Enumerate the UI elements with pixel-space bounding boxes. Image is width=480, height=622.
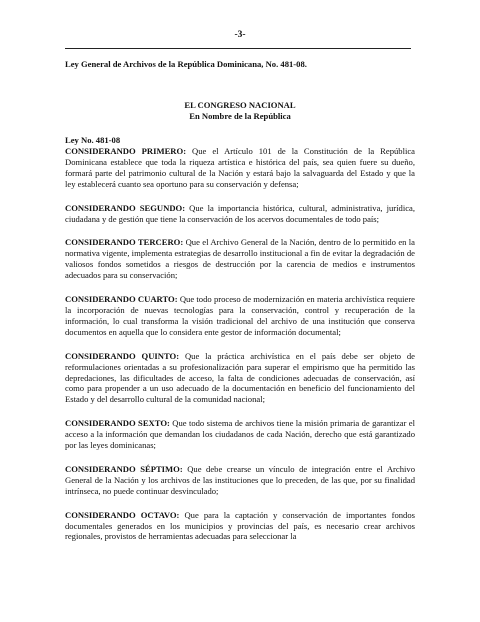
considerando-7 bbox=[65, 464, 415, 497]
congress-heading bbox=[65, 100, 415, 122]
considerando-lead: CONSIDERANDO CUARTO: bbox=[65, 294, 178, 305]
considerando-text: Que la importancia histórica, cultural, administrativa, jurídica, ciudadana y de gestión que tiene la conservación de los acervos documentales de todo país; bbox=[65, 202, 415, 224]
considerando-2 bbox=[65, 203, 415, 225]
in-name-title: En Nombre de la República bbox=[189, 111, 291, 121]
considerando-8 bbox=[65, 510, 415, 543]
considerando-3 bbox=[65, 237, 415, 281]
considerando-lead: CONSIDERANDO OCTAVO: bbox=[65, 509, 180, 520]
considerando-lead: CONSIDERANDO SÉPTIMO: bbox=[65, 463, 183, 474]
considerando-lead: CONSIDERANDO SEGUNDO: bbox=[65, 202, 186, 213]
page-number: -3- bbox=[234, 30, 246, 40]
congress-title: EL CONGRESO NACIONAL bbox=[184, 100, 296, 110]
law-header-title: Ley General de Archivos de la República Dominicana, No. 481-08. bbox=[65, 59, 307, 69]
considerando-4 bbox=[65, 294, 415, 338]
considerando-text: Que el Archivo General de la Nación, dentro de lo permitido en la normativa vigente, implementa estrategias de desarrollo institucional a fin de evitar la degradación de valiosos fondos sometidos a riesgos de destrucción por la carencia de medios e instrumentos adecuados para su conservación; bbox=[65, 237, 415, 281]
header-rule bbox=[65, 48, 411, 49]
considerando-5 bbox=[65, 351, 415, 406]
considerando-1 bbox=[65, 146, 415, 190]
considerando-text: Que para la captación y conservación de importantes fondos documentales generados en los municipios y provincias del país, es necesario crear archivos regionales, provistos de herramientas adecuadas para seleccionar la bbox=[65, 509, 415, 542]
considerando-lead: CONSIDERANDO TERCERO: bbox=[65, 237, 184, 248]
considerando-lead: CONSIDERANDO QUINTO: bbox=[65, 350, 180, 361]
considerando-text: Que todo proceso de modernización en materia archivística requiere la incorporación de nuevas tecnologías para la conservación, control y recuperación de la información, lo cual transforma la visión tradicional del archivo de una institución que conserva documentos en aquella que lo considera ente gestor de información documental; bbox=[65, 294, 415, 337]
considerando-text: Que la práctica archivística en el país debe ser objeto de reformulaciones orientadas a su profesionalización para superar el empirismo que ha permitido las depredaciones, las dificultades de acceso, la falta de condiciones adecuadas de conservación, así como para propender a un uso adecuado de la documentación en beneficio del funcionamiento del Estado y del desarrollo cultural de la comunidad nacional; bbox=[65, 350, 415, 405]
considerando-text: Que todo sistema de archivos tiene la misión primaria de garantizar el acceso a la información que demandan los ciudadanos de cada Nación, derecho que está garantizado por las leyes dominicanas; bbox=[65, 418, 415, 451]
considerando-text: Que el Artículo 101 de la Constitución de la República Dominicana establece que toda la riqueza artística e histórica del país, sea quien fuere su dueño, formará parte del patrimonio cultural de la Nación y estará bajo la salvaguarda del Estado y que la ley establecerá cuanto sea oportuno para su conservación y defensa; bbox=[65, 146, 415, 189]
document-body bbox=[65, 59, 415, 555]
considerando-lead: CONSIDERANDO PRIMERO: bbox=[65, 146, 187, 156]
considerando-6 bbox=[65, 418, 415, 451]
law-number: Ley No. 481-08 bbox=[65, 135, 121, 145]
considerando-lead: CONSIDERANDO SEXTO: bbox=[65, 418, 170, 429]
considerando-text: Que debe crearse un vínculo de integración entre el Archivo General de la Nación y los archivos de las instituciones que lo preceden, de las que, por su finalidad intrínseca, no puede continuar desvinculado; bbox=[65, 463, 415, 496]
